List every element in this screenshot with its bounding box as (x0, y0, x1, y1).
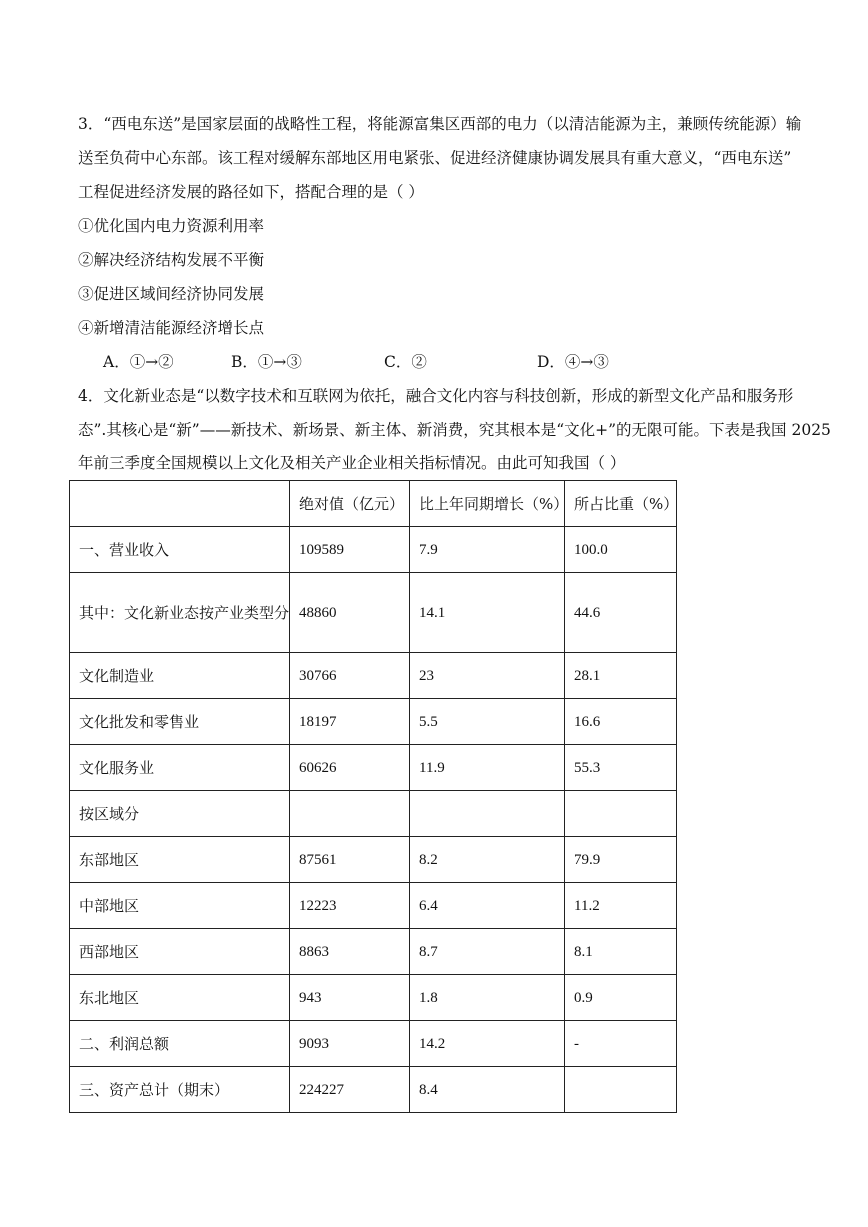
q3-stem-line-1: 3．“西电东送”是国家层面的战略性工程，将能源富集区西部的电力（以清洁能源为主，兼顾传统能源）输 (78, 115, 802, 133)
q3-item-4: ④新增清洁能源经济增长点 (78, 319, 265, 337)
table-cell: 100.0 (565, 527, 677, 573)
table-cell: 8.1 (565, 929, 677, 975)
table-header-cell: 绝对值（亿元） (290, 481, 410, 527)
q3-stem-line-2: 送至负荷中心东部。该工程对缓解东部地区用电紧张、促进经济健康协调发展具有重大意义，“西电东送” (78, 149, 792, 167)
table-cell: 中部地区 (70, 883, 290, 929)
table-row (70, 837, 677, 883)
table-cell: 文化批发和零售业 (70, 699, 290, 745)
q4-stem-line-1: 4．文化新业态是“以数字技术和互联网为依托，融合文化内容与科技创新，形成的新型文化产品和服务形 (78, 387, 794, 405)
table-row (70, 527, 677, 573)
table-cell: - (565, 1021, 677, 1067)
table-cell: 44.6 (565, 573, 677, 653)
table-cell: 6.4 (410, 883, 565, 929)
table-cell (565, 1067, 677, 1113)
table-cell: 0.9 (565, 975, 677, 1021)
table-cell: 文化制造业 (70, 653, 290, 699)
table-cell: 30766 (290, 653, 410, 699)
table-row (70, 653, 677, 699)
table-cell: 14.2 (410, 1021, 565, 1067)
q4-stem-line-3: 年前三季度全国规模以上文化及相关产业企业相关指标情况。由此可知我国（ ） (78, 454, 626, 472)
table-cell: 55.3 (565, 745, 677, 791)
table-cell: 11.2 (565, 883, 677, 929)
table-cell: 8.7 (410, 929, 565, 975)
q3-stem-line-3: 工程促进经济发展的路径如下，搭配合理的是（ ） (78, 183, 424, 201)
table-cell: 60626 (290, 745, 410, 791)
table-row (70, 975, 677, 1021)
table-cell: 8.2 (410, 837, 565, 883)
table-row (70, 1067, 677, 1113)
table-cell: 79.9 (565, 837, 677, 883)
table-row (70, 929, 677, 975)
table-cell: 二、利润总额 (70, 1021, 290, 1067)
table-row (70, 745, 677, 791)
table-cell: 28.1 (565, 653, 677, 699)
table-cell: 8.4 (410, 1067, 565, 1113)
table-cell: 8863 (290, 929, 410, 975)
table-row (70, 791, 677, 837)
table-cell: 943 (290, 975, 410, 1021)
table-cell: 东部地区 (70, 837, 290, 883)
table-cell: 87561 (290, 837, 410, 883)
table-cell: 1.8 (410, 975, 565, 1021)
table-cell: 23 (410, 653, 565, 699)
table-header-cell: 比上年同期增长（%） (410, 481, 565, 527)
industry-indicator-table (69, 480, 677, 1113)
table-cell: 西部地区 (70, 929, 290, 975)
table-cell: 109589 (290, 527, 410, 573)
table-cell: 9093 (290, 1021, 410, 1067)
table-cell: 按区域分 (70, 791, 290, 837)
q3-option-c[interactable]: C．② (384, 353, 427, 371)
table-cell: 三、资产总计（期末） (70, 1067, 290, 1113)
table-header-cell (70, 481, 290, 527)
table-row (70, 883, 677, 929)
q3-item-3: ③促进区域间经济协同发展 (78, 285, 265, 303)
q3-option-d[interactable]: D．④→③ (537, 353, 609, 371)
table-cell: 16.6 (565, 699, 677, 745)
table-cell: 14.1 (410, 573, 565, 653)
table-cell: 18197 (290, 699, 410, 745)
table-cell: 5.5 (410, 699, 565, 745)
table-cell: 7.9 (410, 527, 565, 573)
table-cell: 其中：文化新业态按产业类型分 (70, 573, 290, 653)
table-cell: 11.9 (410, 745, 565, 791)
table-header-cell: 所占比重（%） (565, 481, 677, 527)
q3-option-a[interactable]: A．①→② (103, 353, 174, 371)
q3-item-2: ②解决经济结构发展不平衡 (78, 251, 265, 269)
q4-stem-line-2: 态”.其核心是“新”——新技术、新场景、新主体、新消费，究其根本是“文化+”的无限可能。下表是我国 2025 (78, 421, 831, 439)
table-header-row (70, 481, 677, 527)
q3-item-1: ①优化国内电力资源利用率 (78, 217, 265, 235)
table-cell (410, 791, 565, 837)
table-cell: 东北地区 (70, 975, 290, 1021)
table-cell: 一、营业收入 (70, 527, 290, 573)
table-cell (290, 791, 410, 837)
table-cell: 48860 (290, 573, 410, 653)
table-cell (565, 791, 677, 837)
table-row (70, 1021, 677, 1067)
table-row (70, 573, 677, 653)
table-row (70, 699, 677, 745)
table-cell: 文化服务业 (70, 745, 290, 791)
table-cell: 12223 (290, 883, 410, 929)
table-cell: 224227 (290, 1067, 410, 1113)
q3-option-b[interactable]: B．①→③ (231, 353, 302, 371)
